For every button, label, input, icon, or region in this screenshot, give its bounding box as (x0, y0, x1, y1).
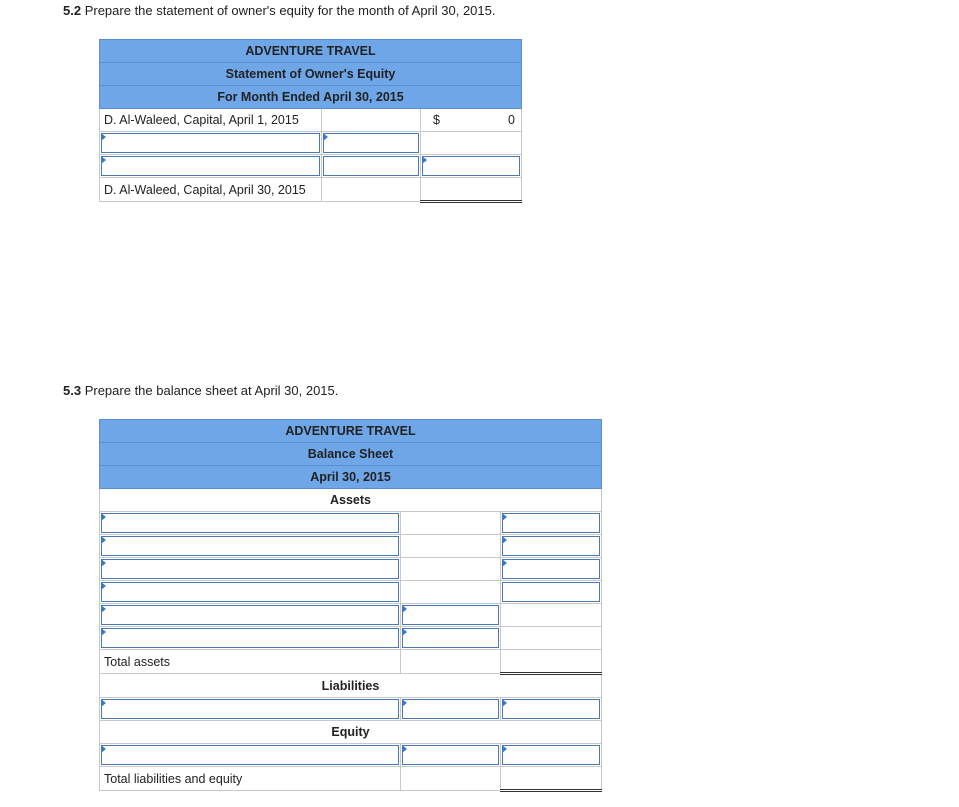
dropdown-marker-icon (101, 699, 106, 707)
dropdown-marker-icon (502, 559, 507, 567)
dropdown-marker-icon (502, 745, 507, 753)
dropdown-marker-icon (402, 699, 407, 707)
owners-equity-statement (99, 39, 522, 203)
blank-cell (401, 581, 501, 604)
asset-row (100, 512, 602, 535)
asset-label-select[interactable] (101, 536, 399, 556)
question-number: 5.2 (63, 3, 82, 18)
entry-total-cell (421, 155, 522, 178)
blank-cell (401, 650, 501, 674)
question-number: 5.3 (63, 383, 82, 398)
asset-subamount-input[interactable] (402, 628, 499, 648)
total-liabilities-equity-label: Total liabilities and equity (100, 767, 401, 791)
total-assets-label: Total assets (100, 650, 401, 674)
opening-capital-value-cell (421, 109, 522, 132)
company-name: ADVENTURE TRAVEL (100, 40, 522, 63)
blank-cell (401, 535, 501, 558)
equity-item-select[interactable] (101, 156, 320, 176)
asset-amount-input[interactable] (502, 582, 600, 602)
equity-amount-input[interactable] (323, 133, 419, 153)
dropdown-marker-icon (502, 699, 507, 707)
question-text: Prepare the statement of owner's equity for the month of April 30, 2015. (84, 3, 496, 18)
blank-cell (322, 178, 421, 202)
dropdown-marker-icon (502, 513, 507, 521)
blank-cell (401, 512, 501, 535)
dropdown-marker-icon (101, 582, 106, 590)
total-assets-value[interactable] (501, 650, 602, 674)
liabilities-heading: Liabilities (100, 674, 602, 698)
entry-label-cell (100, 155, 322, 178)
question-5-2-heading (63, 3, 495, 18)
equity-amount-input[interactable] (323, 156, 419, 176)
opening-capital-label: D. Al-Waleed, Capital, April 1, 2015 (100, 109, 322, 132)
blank-cell (501, 604, 602, 627)
liability-amount-input[interactable] (502, 699, 600, 719)
closing-capital-row (100, 178, 522, 202)
equity-entry-row (100, 155, 522, 178)
asset-row (100, 558, 602, 581)
opening-capital-row (100, 109, 522, 132)
sheet-date: April 30, 2015 (100, 466, 602, 489)
blank-cell (322, 109, 421, 132)
company-name: ADVENTURE TRAVEL (100, 420, 602, 443)
asset-amount-input[interactable] (502, 513, 600, 533)
dropdown-marker-icon (101, 513, 106, 521)
liability-subamount-input[interactable] (402, 699, 499, 719)
dropdown-marker-icon (402, 745, 407, 753)
blank-cell (401, 767, 501, 791)
asset-label-select[interactable] (101, 513, 399, 533)
equity-row (100, 744, 602, 767)
asset-amount-input[interactable] (502, 559, 600, 579)
dropdown-marker-icon (402, 605, 407, 613)
asset-label-select[interactable] (101, 628, 399, 648)
dropdown-marker-icon (402, 628, 407, 636)
asset-label-select[interactable] (101, 559, 399, 579)
statement-period: For Month Ended April 30, 2015 (100, 86, 522, 109)
liability-row (100, 698, 602, 721)
assets-heading: Assets (100, 489, 602, 512)
entry-amount-cell (322, 155, 421, 178)
dropdown-marker-icon (101, 156, 106, 164)
dropdown-marker-icon (101, 133, 106, 141)
currency-symbol: $ (433, 113, 440, 127)
dropdown-marker-icon (101, 628, 106, 636)
dropdown-marker-icon (101, 536, 106, 544)
asset-row (100, 535, 602, 558)
equity-subamount-input[interactable] (402, 745, 499, 765)
total-liabilities-equity-value[interactable] (501, 767, 602, 791)
equity-label-select[interactable] (101, 745, 399, 765)
asset-row (100, 581, 602, 604)
equity-entry-row (100, 132, 522, 155)
question-5-3-heading (63, 383, 338, 398)
statement-title: Statement of Owner's Equity (100, 63, 522, 86)
asset-label-select[interactable] (101, 605, 399, 625)
dropdown-marker-icon (323, 133, 328, 141)
asset-subamount-input[interactable] (402, 605, 499, 625)
dropdown-marker-icon (101, 745, 106, 753)
equity-heading: Equity (100, 721, 602, 744)
closing-capital-value[interactable] (421, 178, 522, 202)
total-liabilities-equity-row (100, 767, 602, 791)
total-assets-row (100, 650, 602, 674)
question-text: Prepare the balance sheet at April 30, 2015. (84, 383, 339, 398)
closing-capital-label: D. Al-Waleed, Capital, April 30, 2015 (100, 178, 322, 202)
asset-label-select[interactable] (101, 582, 399, 602)
dropdown-marker-icon (502, 536, 507, 544)
dropdown-marker-icon (422, 156, 427, 164)
equity-total-input[interactable] (422, 156, 520, 176)
asset-row (100, 604, 602, 627)
blank-cell (401, 558, 501, 581)
blank-cell (421, 132, 522, 155)
dropdown-marker-icon (101, 605, 106, 613)
equity-item-select[interactable] (101, 133, 320, 153)
sheet-title: Balance Sheet (100, 443, 602, 466)
balance-sheet (99, 419, 602, 792)
opening-capital-value: 0 (508, 113, 515, 127)
dropdown-marker-icon (101, 559, 106, 567)
blank-cell (501, 627, 602, 650)
entry-amount-cell (322, 132, 421, 155)
equity-amount-input[interactable] (502, 745, 600, 765)
asset-amount-input[interactable] (502, 536, 600, 556)
asset-row (100, 627, 602, 650)
entry-label-cell (100, 132, 322, 155)
liability-label-select[interactable] (101, 699, 399, 719)
